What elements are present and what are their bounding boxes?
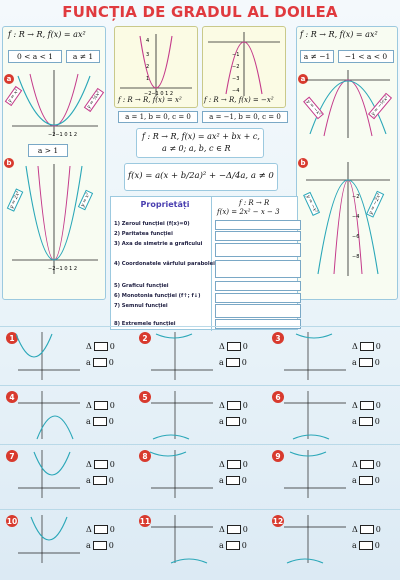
right-label-3: y = −x² — [303, 192, 320, 216]
svg-text:−4: −4 — [232, 88, 240, 94]
relation-label: Δ — [352, 401, 358, 410]
exercise-cell — [268, 387, 400, 444]
delta-row — [86, 401, 115, 410]
relation-zero: 0 — [108, 476, 114, 485]
a-row — [352, 417, 380, 426]
exercise-number: 4 — [6, 391, 18, 403]
exercise-graph — [149, 448, 215, 500]
relation-label: Δ — [352, 525, 358, 534]
relation-label: a — [86, 358, 91, 367]
relation-label: a — [219, 358, 224, 367]
exercise-number: 9 — [272, 450, 284, 462]
exercise-cell — [2, 446, 135, 503]
relation-label: Δ — [86, 342, 92, 351]
relation-input[interactable] — [226, 417, 240, 426]
coef-2: a = −1, b = 0, c = 0 — [202, 111, 288, 123]
general-form-2: a ≠ 0; a, b, c ∈ R — [162, 144, 231, 153]
svg-text:−3: −3 — [232, 76, 240, 82]
relation-zero: 0 — [374, 417, 380, 426]
general-form: f : R → R, f(x) = ax² + bx + c, — [142, 132, 260, 141]
relation-input[interactable] — [227, 401, 241, 410]
delta-row — [219, 460, 248, 469]
relation-label: a — [219, 476, 224, 485]
relation-zero: 0 — [375, 525, 381, 534]
delta-row — [352, 401, 381, 410]
svg-text:−1: −1 — [232, 52, 240, 58]
answer-2[interactable] — [215, 231, 301, 241]
delta-row — [352, 342, 381, 351]
property-6: 6) Monotonia funcției (f↑; f↓) — [114, 293, 201, 299]
left-label-3: y = 2x² — [7, 188, 24, 212]
a-row — [86, 358, 114, 367]
right-graph-b — [302, 158, 394, 278]
relation-input[interactable] — [226, 541, 240, 550]
relation-zero: 0 — [374, 541, 380, 550]
relation-zero: 0 — [109, 525, 115, 534]
property-1: 1) Zeroul funcției (f(x)=0) — [114, 221, 190, 227]
relation-zero: 0 — [109, 460, 115, 469]
coef-1: a = 1, b = 0, c = 0 — [118, 111, 198, 123]
relation-label: a — [86, 541, 91, 550]
relation-input[interactable] — [94, 460, 108, 469]
left-label-2: y = ¼x² — [84, 88, 104, 112]
relation-input[interactable] — [359, 358, 373, 367]
center-graph-2 — [204, 30, 284, 98]
exercise-number: 11 — [139, 516, 151, 526]
relation-label: a — [86, 476, 91, 485]
relation-zero: 0 — [242, 401, 248, 410]
left-cond-1: 0 < a < 1 — [8, 50, 62, 63]
relation-label: a — [352, 417, 357, 426]
exercise-cell — [135, 446, 268, 503]
relation-zero: 0 — [108, 358, 114, 367]
exercise-graph — [16, 389, 82, 441]
relation-input[interactable] — [227, 525, 241, 534]
relation-input[interactable] — [227, 342, 241, 351]
tag-a-right: a — [298, 74, 308, 84]
center-graph-1 — [116, 30, 196, 98]
svg-text:−2−1 0 1 2: −2−1 0 1 2 — [48, 132, 78, 138]
properties-fn-header-2: f(x) = 2x² − x − 3 — [217, 208, 280, 216]
exercise-cell — [135, 511, 268, 568]
property-3: 3) Axa de simetrie a graficului — [114, 241, 203, 247]
exercise-cell — [2, 328, 135, 385]
relation-input[interactable] — [360, 460, 374, 469]
relation-zero: 0 — [108, 417, 114, 426]
delta-row — [219, 342, 248, 351]
answer-5[interactable] — [215, 281, 301, 291]
properties-fn-header: f : R → R — [239, 199, 270, 207]
a-row — [219, 417, 247, 426]
a-row — [352, 358, 380, 367]
exercise-graph — [16, 448, 82, 500]
a-row — [219, 541, 247, 550]
relation-input[interactable] — [359, 417, 373, 426]
exercise-number: 7 — [6, 450, 18, 462]
exercise-number: 5 — [139, 391, 151, 403]
relation-label: a — [352, 358, 357, 367]
delta-row — [86, 460, 115, 469]
relation-zero: 0 — [109, 342, 115, 351]
a-row — [219, 476, 247, 485]
svg-text:−6: −6 — [352, 234, 360, 240]
left-label-1: y = x² — [5, 86, 22, 106]
relation-zero: 0 — [374, 358, 380, 367]
relation-input[interactable] — [94, 342, 108, 351]
svg-text:3: 3 — [146, 52, 150, 58]
svg-text:−2: −2 — [352, 194, 360, 200]
property-5: 5) Graficul funcției — [114, 283, 169, 289]
exercise-cell — [268, 446, 400, 503]
exercise-cell — [2, 511, 135, 568]
relation-input[interactable] — [360, 401, 374, 410]
right-function: f : R → R, f(x) = ax² — [300, 30, 378, 39]
answer-3[interactable] — [215, 243, 301, 257]
relation-input[interactable] — [226, 476, 240, 485]
relation-input[interactable] — [226, 358, 240, 367]
page-title: FUNCȚIA DE GRADUL AL DOILEA — [62, 3, 338, 21]
relation-input[interactable] — [359, 476, 373, 485]
right-label-4: y = −2x² — [366, 190, 384, 217]
relation-label: Δ — [219, 342, 225, 351]
property-7: 7) Semnul funcției — [114, 303, 168, 309]
relation-label: a — [219, 417, 224, 426]
relation-zero: 0 — [108, 541, 114, 550]
relation-zero: 0 — [241, 417, 247, 426]
delta-row — [86, 525, 115, 534]
exercise-number: 8 — [139, 450, 151, 462]
exercise-number: 10 — [6, 516, 18, 526]
exercise-graph — [149, 513, 215, 565]
exercise-cell — [2, 387, 135, 444]
relation-label: a — [352, 476, 357, 485]
a-row — [219, 358, 247, 367]
relation-input[interactable] — [93, 358, 107, 367]
exercise-graph — [282, 513, 348, 565]
answer-1[interactable] — [215, 220, 301, 230]
exercise-cell — [135, 328, 268, 385]
left-function: f : R → R, f(x) = ax² — [8, 30, 86, 39]
relation-input[interactable] — [93, 476, 107, 485]
exercise-graph — [282, 389, 348, 441]
exercise-cell — [268, 511, 400, 568]
relation-label: Δ — [86, 460, 92, 469]
exercise-graph — [16, 330, 82, 382]
property-2: 2) Paritatea funcției — [114, 231, 173, 237]
exercise-graph — [282, 330, 348, 382]
answer-7[interactable] — [215, 304, 301, 318]
tag-b-right: b — [298, 158, 308, 168]
relation-zero: 0 — [375, 401, 381, 410]
relation-label: a — [86, 417, 91, 426]
delta-row — [219, 525, 248, 534]
relation-label: a — [352, 541, 357, 550]
relation-label: Δ — [352, 460, 358, 469]
svg-text:−2: −2 — [232, 64, 240, 70]
relation-zero: 0 — [109, 401, 115, 410]
canonical-form: f(x) = a(x + b/2a)² + −Δ/4a, a ≠ 0 — [128, 171, 274, 181]
center-fn-2: f : R → R, f(x) = −x² — [204, 96, 274, 104]
exercise-number: 6 — [272, 391, 284, 403]
exercise-number: 2 — [139, 332, 151, 344]
right-label-2: y = −½x² — [368, 93, 392, 120]
right-cond-2: −1 < a < 0 — [338, 50, 394, 63]
center-fn-1: f : R → R, f(x) = x² — [118, 96, 182, 104]
relation-zero: 0 — [242, 342, 248, 351]
a-row — [86, 417, 114, 426]
relation-zero: 0 — [375, 460, 381, 469]
relation-label: a — [219, 541, 224, 550]
svg-text:−4: −4 — [352, 214, 360, 220]
a-row — [86, 541, 114, 550]
tag-b-left: b — [4, 158, 14, 168]
a-row — [352, 541, 380, 550]
relation-input[interactable] — [94, 401, 108, 410]
svg-text:−2−1 0 1 2: −2−1 0 1 2 — [144, 91, 174, 97]
svg-text:4: 4 — [146, 38, 150, 44]
exercise-graph — [149, 330, 215, 382]
exercise-graph — [282, 448, 348, 500]
relation-zero: 0 — [241, 476, 247, 485]
right-label-1: y = −x² — [303, 97, 324, 120]
relation-input[interactable] — [359, 541, 373, 550]
exercise-cell — [268, 328, 400, 385]
left-cond-3: a > 1 — [28, 144, 68, 157]
tag-a-left: a — [4, 74, 14, 84]
relation-label: Δ — [86, 525, 92, 534]
a-row — [86, 476, 114, 485]
relation-zero: 0 — [241, 541, 247, 550]
delta-row — [86, 342, 115, 351]
relation-input[interactable] — [94, 525, 108, 534]
left-label-4: y = x² — [78, 190, 93, 211]
svg-text:−8: −8 — [352, 254, 360, 260]
properties-table — [110, 196, 298, 330]
answer-4[interactable] — [215, 260, 301, 278]
relation-input[interactable] — [93, 417, 107, 426]
exercise-cell — [135, 387, 268, 444]
delta-row — [219, 401, 248, 410]
relation-label: Δ — [352, 342, 358, 351]
relation-label: Δ — [219, 401, 225, 410]
relation-zero: 0 — [375, 342, 381, 351]
delta-row — [352, 460, 381, 469]
relation-input[interactable] — [360, 525, 374, 534]
relation-label: Δ — [86, 401, 92, 410]
relation-zero: 0 — [242, 525, 248, 534]
a-row — [352, 476, 380, 485]
delta-row — [352, 525, 381, 534]
relation-input[interactable] — [227, 460, 241, 469]
relation-label: Δ — [219, 525, 225, 534]
svg-text:2: 2 — [146, 64, 150, 70]
exercise-number: 3 — [272, 332, 284, 344]
relation-zero: 0 — [242, 460, 248, 469]
property-8: 8) Extremele funcției — [114, 321, 176, 327]
exercise-graph — [16, 513, 82, 565]
relation-input[interactable] — [93, 541, 107, 550]
svg-text:1: 1 — [146, 76, 150, 82]
relation-zero: 0 — [374, 476, 380, 485]
relation-label: Δ — [219, 460, 225, 469]
answer-6[interactable] — [215, 293, 301, 303]
relation-input[interactable] — [360, 342, 374, 351]
property-4: 4) Coordonatele vârfului parabolei — [114, 261, 215, 267]
exercise-graph — [149, 389, 215, 441]
exercise-number: 12 — [272, 516, 284, 526]
svg-text:−2−1 0 1 2: −2−1 0 1 2 — [48, 266, 78, 272]
properties-title: Proprietăți — [140, 200, 190, 209]
left-cond-2: a ≠ 1 — [66, 50, 100, 63]
left-graph-b — [8, 160, 102, 278]
right-cond-1: a ≠ −1 — [300, 50, 334, 63]
relation-zero: 0 — [241, 358, 247, 367]
exercise-number: 1 — [6, 332, 18, 344]
